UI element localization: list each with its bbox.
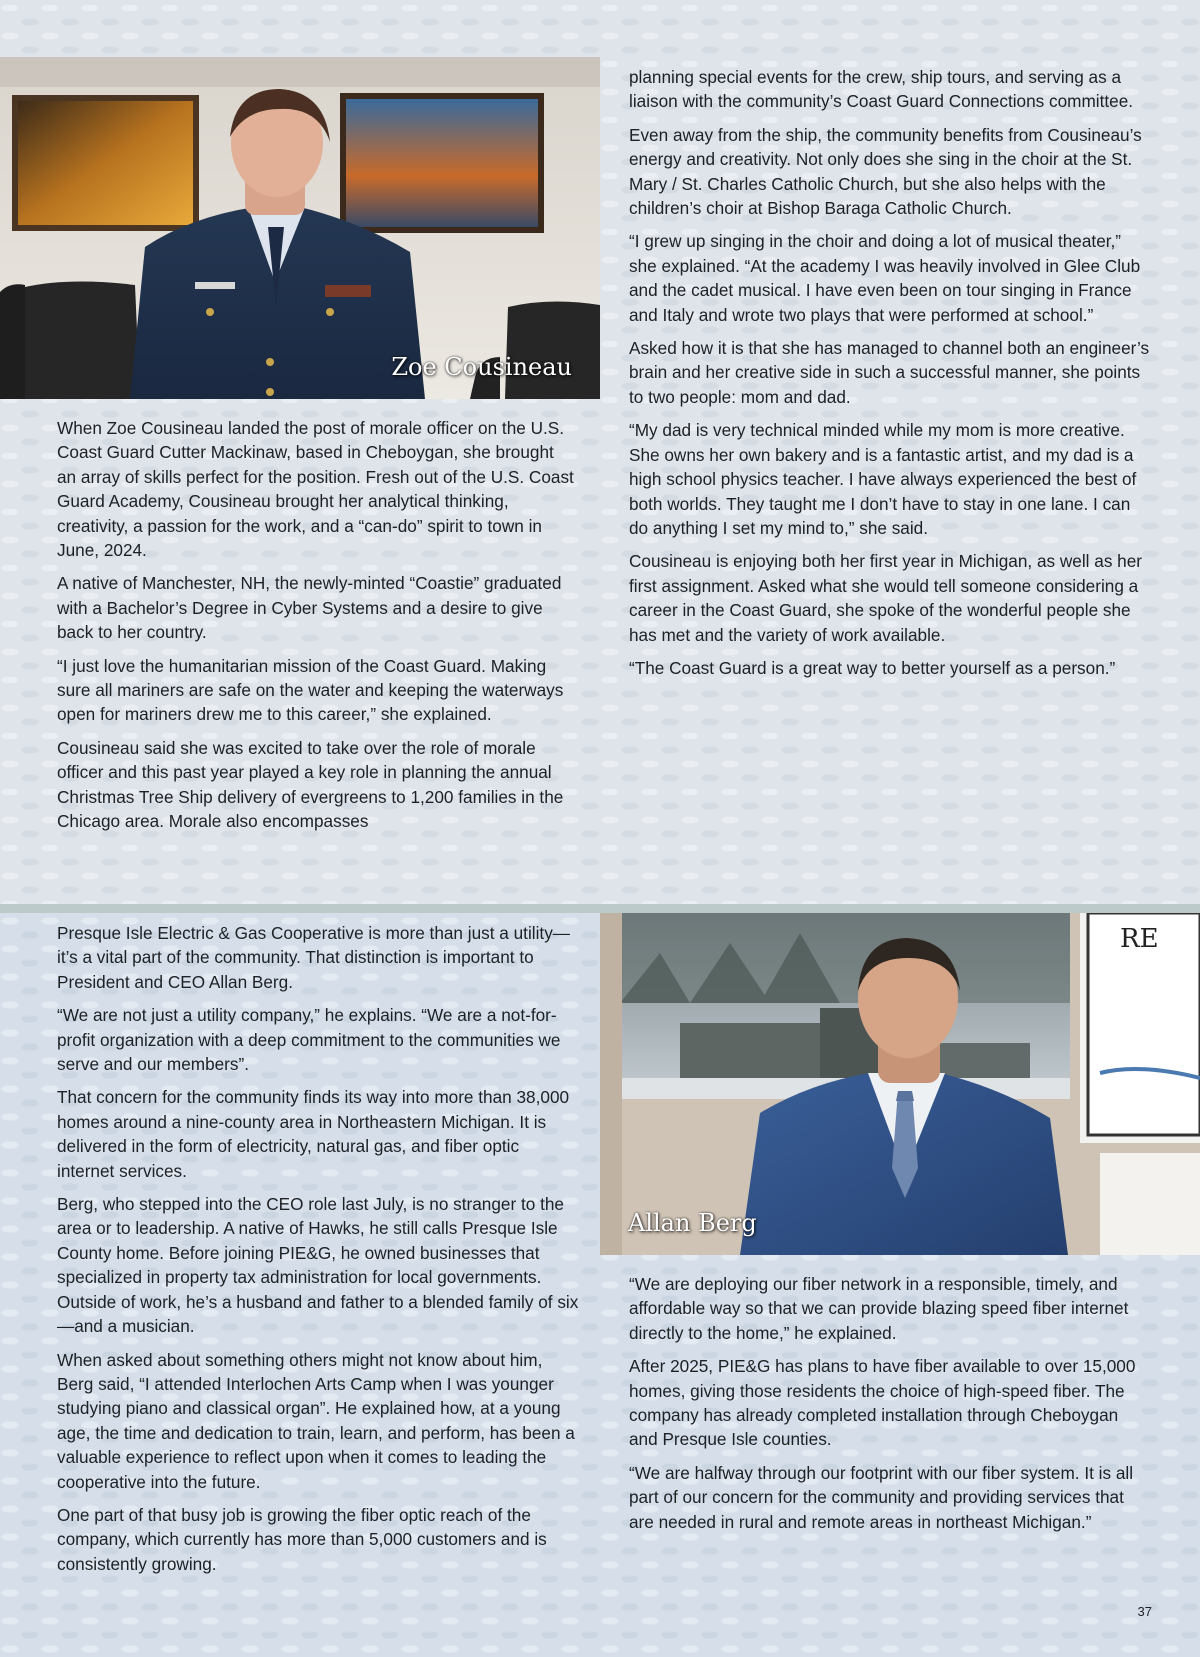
poster-sign-text: RE bbox=[1120, 924, 1159, 954]
bottom-story-right-column bbox=[629, 1272, 1151, 1543]
paragraph: “We are not just a utility company,” he explains. “We are a not-for-profit organization with a deep commitment to the communities we serve and our members”. bbox=[57, 1005, 561, 1075]
paragraph: Cousineau is enjoying both her first year in Michigan, as well as her first assignment. Asked what she would tell someone considering a career in the Coast Guard, she spoke of the wonderful people she has met and the variety of work available. bbox=[629, 551, 1143, 645]
paragraph: “I grew up singing in the choir and doing a lot of musical theater,” she explained. “At the academy I was heavily involved in Glee Club and the cadet musical. I have even been on tour singing in France and Italy and wrote two plays that were performed at school.” bbox=[629, 231, 1141, 325]
photo-caption-zoe-cousineau: Zoe Cousineau bbox=[391, 353, 572, 381]
page-number: 37 bbox=[1137, 1604, 1152, 1619]
bottom-story-left-column bbox=[57, 921, 579, 1585]
section-divider bbox=[0, 904, 1200, 913]
paragraph: Even away from the ship, the community benefits from Cousineau’s energy and creativity. Not only does she sing in the choir at the St. Mary / St. Charles Catholic Church, but she also helps with the children’s choir at Bishop Baraga Catholic Church. bbox=[629, 124, 1142, 219]
paragraph: Berg, who stepped into the CEO role last July, is no stranger to the area or to leadership. A native of Hawks, he still calls Presque Isle County home. Before joining PIE&G, he owned businesses that specialized in property tax administration for local governments. Outside of work, he’s a husband and father to a blended family of six—and a musician. bbox=[57, 1194, 579, 1337]
paragraph: That concern for the community finds its way into more than 38,000 homes around a nine-county area in Northeastern Michigan. It is delivered in the form of electricity, natural gas, and fiber optic internet services. bbox=[57, 1087, 570, 1181]
paragraph: When asked about something others might not know about him, Berg said, “I attended Interlochen Arts Camp when I was younger studying piano and classical organ”. He explained how, at a young age, the time and dedication to train, learn, and perform, has been a valuable experience to reflect upon when it comes to leading the cooperative into the future. bbox=[57, 1349, 575, 1492]
top-story-right-column bbox=[629, 65, 1151, 689]
allan-berg-photo bbox=[600, 913, 1200, 1255]
paragraph: “I just love the humanitarian mission of the Coast Guard. Making sure all mariners are safe on the water and keeping the waterways open for mariners drew me to this career,” she explained. bbox=[57, 655, 564, 725]
paragraph: After 2025, PIE&G has plans to have fiber available to over 15,000 homes, giving those residents the choice of high-speed fiber. The company has already completed installation through Cheboygan and Presque Isle counties. bbox=[629, 1356, 1136, 1450]
paragraph: “We are halfway through our footprint with our fiber system. It is all part of our concern for the community and providing services that are needed in rural and remote areas in northeast Michigan.” bbox=[629, 1462, 1134, 1532]
top-story-left-column bbox=[57, 416, 575, 843]
zoe-cousineau-photo bbox=[0, 57, 600, 399]
paragraph: A native of Manchester, NH, the newly-minted “Coastie” graduated with a Bachelor’s Degree in Cyber Systems and a desire to give back to her country. bbox=[57, 573, 562, 643]
paragraph: “We are deploying our fiber network in a responsible, timely, and affordable way so that we can provide blazing speed fiber internet directly to the home,” he explained. bbox=[629, 1274, 1129, 1343]
paragraph: “The Coast Guard is a great way to better yourself as a person.” bbox=[629, 657, 1116, 678]
paragraph: planning special events for the crew, ship tours, and serving as a liaison with the community’s Coast Guard Connections committee. bbox=[629, 67, 1134, 112]
paragraph: One part of that busy job is growing the fiber optic reach of the company, which currently has more than 5,000 customers and is consistently growing. bbox=[57, 1504, 547, 1574]
photo-caption-allan-berg: Allan Berg bbox=[628, 1209, 757, 1237]
paragraph: “My dad is very technical minded while my mom is more creative. She owns her own bakery and is a fantastic artist, and my dad is a high school physics teacher. I have always experienced the best of both worlds. They taught me I don’t have to stay in one lane. I can do anything I set my mind to,” she said. bbox=[629, 420, 1137, 538]
paragraph: When Zoe Cousineau landed the post of morale officer on the U.S. Coast Guard Cutter Mackinaw, based in Cheboygan, she brought an array of skills perfect for the position. Fresh out of the U.S. Coast Guard Academy, Cousineau brought her analytical thinking, creativity, a passion for the work, and a “can-do” spirit to town in June, 2024. bbox=[57, 418, 574, 561]
paragraph: Presque Isle Electric & Gas Cooperative is more than just a utility—it’s a vital part of the community. That distinction is important to President and CEO Allan Berg. bbox=[57, 923, 570, 992]
paragraph: Asked how it is that she has managed to channel both an engineer’s brain and her creative side in such a successful manner, she points to two people: mom and dad. bbox=[629, 338, 1150, 407]
paragraph: Cousineau said she was excited to take over the role of morale officer and this past year played a key role in planning the annual Christmas Tree Ship delivery of evergreens to 1,200 families in the Chicago area. Morale also encompasses bbox=[57, 737, 564, 832]
